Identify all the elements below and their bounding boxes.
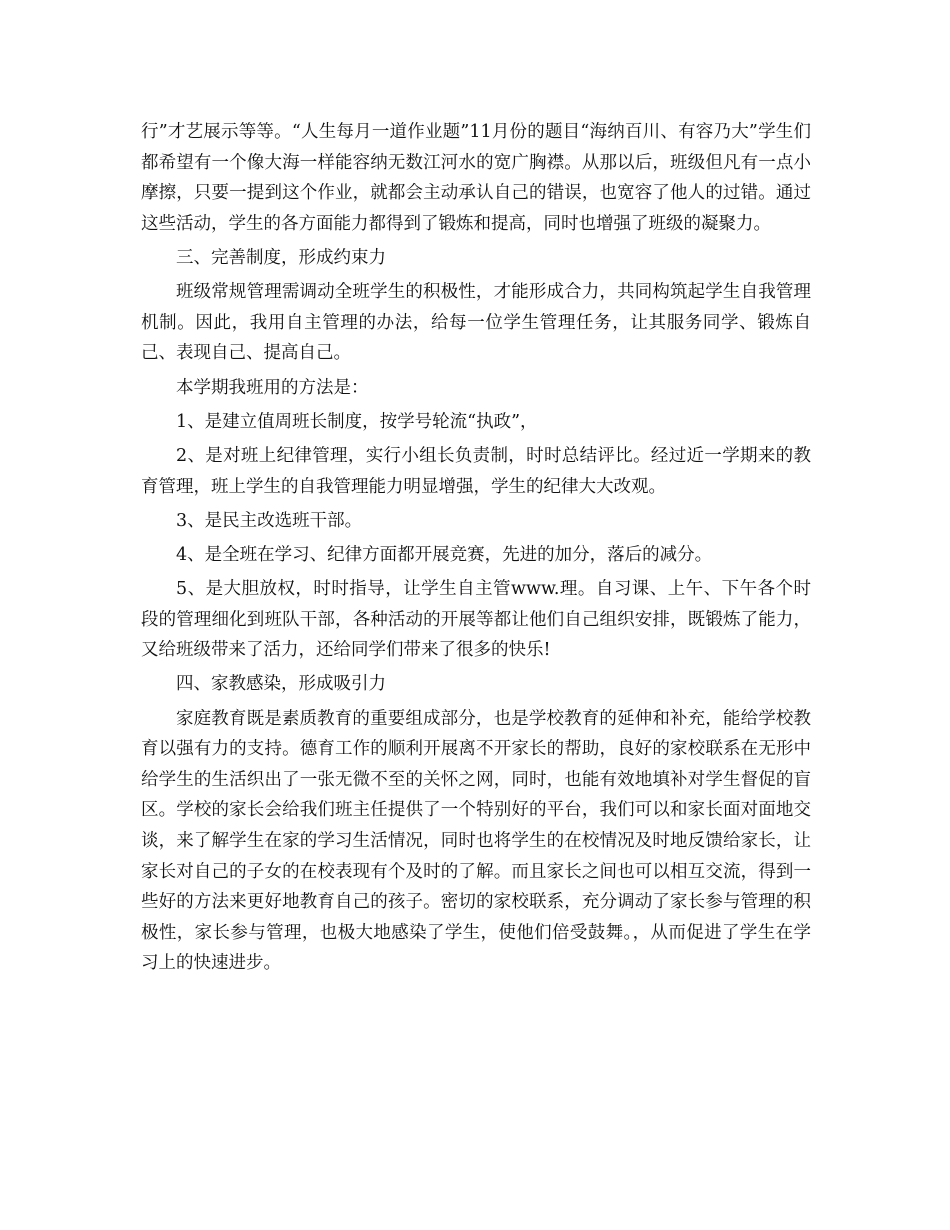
- paragraph-family-education: 家庭教育既是素质教育的重要组成部分，也是学校教育的延伸和补充，能给学校教育以强有力的支持。德育工作的顺利开展离不开家长的帮助，良好的家校联系在无形中给学生的生活织出了一张无微不至的关怀之网，同时，也能有效地填补对学生督促的盲区。学校的家长会给我们班主任提供了一个特别好的平台，我们可以和家长面对面地交谈，来了解学生在家的学习生活情况，同时也将学生的在校情况及时地反馈给家长，让家长对自己的子女的在校表现有个及时的了解。而且家长之间也可以相互交流，得到一些好的方法来更好地教育自己的孩子。密切的家校联系，充分调动了家长参与管理的积极性，家长参与管理，也极大地感染了学生，使他们倍受鼓舞。，从而促进了学生在学习上的快速进步。: [141, 708, 811, 974]
- list-item-method-5: 5、是大胆放权，时时指导，让学生自主管www.理。自习课、上午、下午各个时段的管理细化到班队干部，各种活动的开展等都让他们自己组织安排，既锻炼了能力，又给班级带来了活力，还给同学们带来了很多的快乐!: [141, 579, 811, 661]
- paragraph-self-management: 班级常规管理需调动全班学生的积极性，才能形成合力，共同构筑起学生自我管理机制。因此，我用自主管理的办法，给每一位学生管理任务，让其服务同学、锻炼自己、表现自己、提高自己。: [141, 282, 811, 364]
- list-item-method-3: 3、是民主改选班干部。: [176, 510, 363, 531]
- list-item-method-4: 4、是全班在学习、纪律方面都开展竞赛，先进的加分，落后的减分。: [176, 544, 713, 565]
- paragraph-activities-summary: 行”才艺展示等等。“人生每月一道作业题”11月份的题目“海纳百川、有容乃大”学生们都希望有一个像大海一样能容纳无数江河水的宽广胸襟。从那以后，班级但凡有一点小摩擦，只要一提到这个作业，就都会主动承认自己的错误，也宽容了他人的过错。通过这些活动，学生的各方面能力都得到了锻炼和提高，同时也增强了班级的凝聚力。: [141, 122, 811, 234]
- paragraph-methods-intro: 本学期我班用的方法是：: [176, 377, 369, 398]
- list-item-method-1: 1、是建立值周班长制度，按学号轮流“执政”，: [176, 411, 538, 432]
- document-body: [141, 117, 811, 983]
- heading-section-three: 三、完善制度，形成约束力: [176, 247, 386, 268]
- list-item-method-2: 2、是对班上纪律管理，实行小组长负责制，时时总结评比。经过近一学期来的教育管理，班上学生的自我管理能力明显增强，学生的纪律大大改观。: [141, 445, 811, 497]
- heading-section-four: 四、家教感染，形成吸引力: [176, 674, 386, 695]
